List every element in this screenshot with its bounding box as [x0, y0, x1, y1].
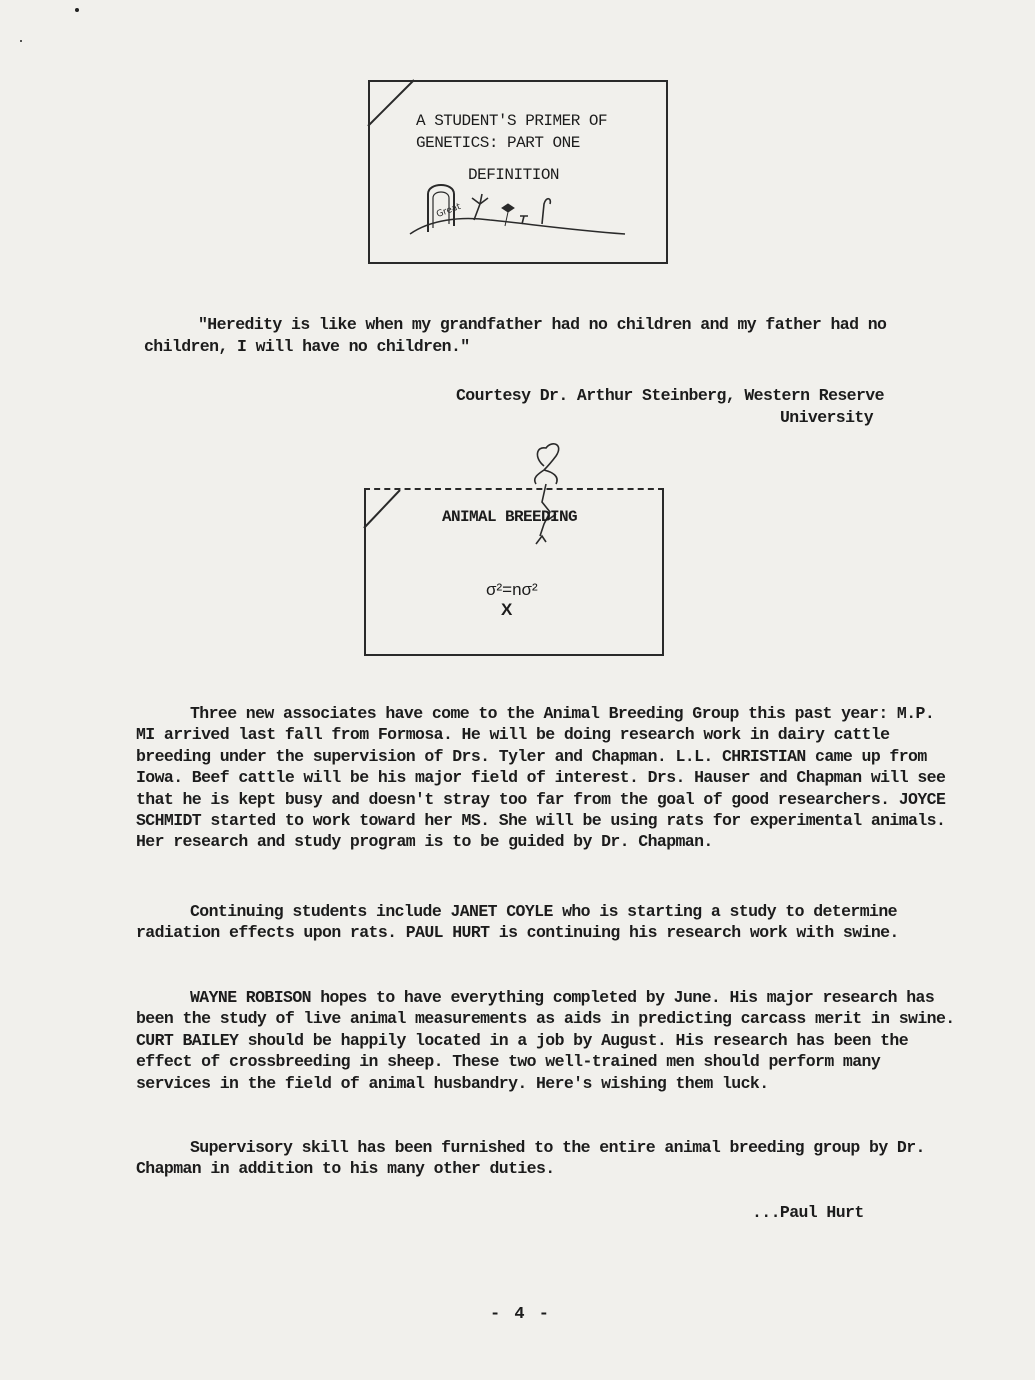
cross-symbol: X [501, 600, 513, 619]
heredity-quote: "Heredity is like when my grandfather had no children and my father had no children, I will have no children." [144, 315, 887, 356]
tombstone-text: Great [435, 201, 463, 220]
animal-breeding-title: ANIMAL BREEDING [442, 508, 578, 526]
ink-speck [20, 40, 22, 42]
paragraph-graduating-students: WAYNE ROBISON hopes to have everything completed by June. His major research has been the study of live animal measurements as aids in predicting carcass merit in swine. CURT BAILEY should be happily located in a job by August. His research has been the effect of crossbreeding in sheep. These two well-trained men should perform many services in the field of animal husbandry. Here's wishing them luck. [136, 988, 955, 1093]
stick-figure-drawing [516, 440, 596, 570]
box-corner-line [360, 484, 410, 534]
ink-speck [75, 8, 79, 12]
primer-subtitle: DEFINITION [468, 166, 560, 184]
primer-title: A STUDENT'S PRIMER OF GENETICS: PART ONE [416, 112, 608, 152]
quote-credit [456, 385, 946, 429]
animal-breeding-box [364, 488, 664, 656]
variance-formula: σ²=nσ² [486, 580, 538, 599]
page-number: - 4 - [490, 1305, 552, 1324]
author-signature: ...Paul Hurt [752, 1203, 864, 1222]
credit-line-1: Courtesy Dr. Arthur Steinberg, Western Reserve [456, 386, 884, 405]
tombstone-flowers-drawing [400, 180, 630, 250]
primer-title-box [368, 80, 668, 264]
paragraph-new-associates: Three new associates have come to the Animal Breeding Group this past year: M.P. MI arrived last fall from Formosa. He will be doing research work in dairy cattle breeding under the supervision of Drs. Tyler and Chapman. L.L. CHRISTIAN came up from Iowa. Beef cattle will be his major field of interest. Drs. Hauser and Chapman will see that he is kept busy and doesn't stray too far from the goal of good researchers. JOYCE SCHMIDT started to work toward her MS. She will be using rats for experimental animals. Her research and study program is to be guided by Dr. Chapman. [136, 704, 946, 852]
credit-line-2: University [780, 408, 874, 427]
paragraph-continuing-students: Continuing students include JANET COYLE who is starting a study to determine radiation effects upon rats. PAUL HURT is continuing his research work with swine. [136, 902, 899, 943]
paragraph-supervisory-skill: Supervisory skill has been furnished to the entire animal breeding group by Dr. Chapman in addition to his many other duties. [136, 1138, 925, 1179]
